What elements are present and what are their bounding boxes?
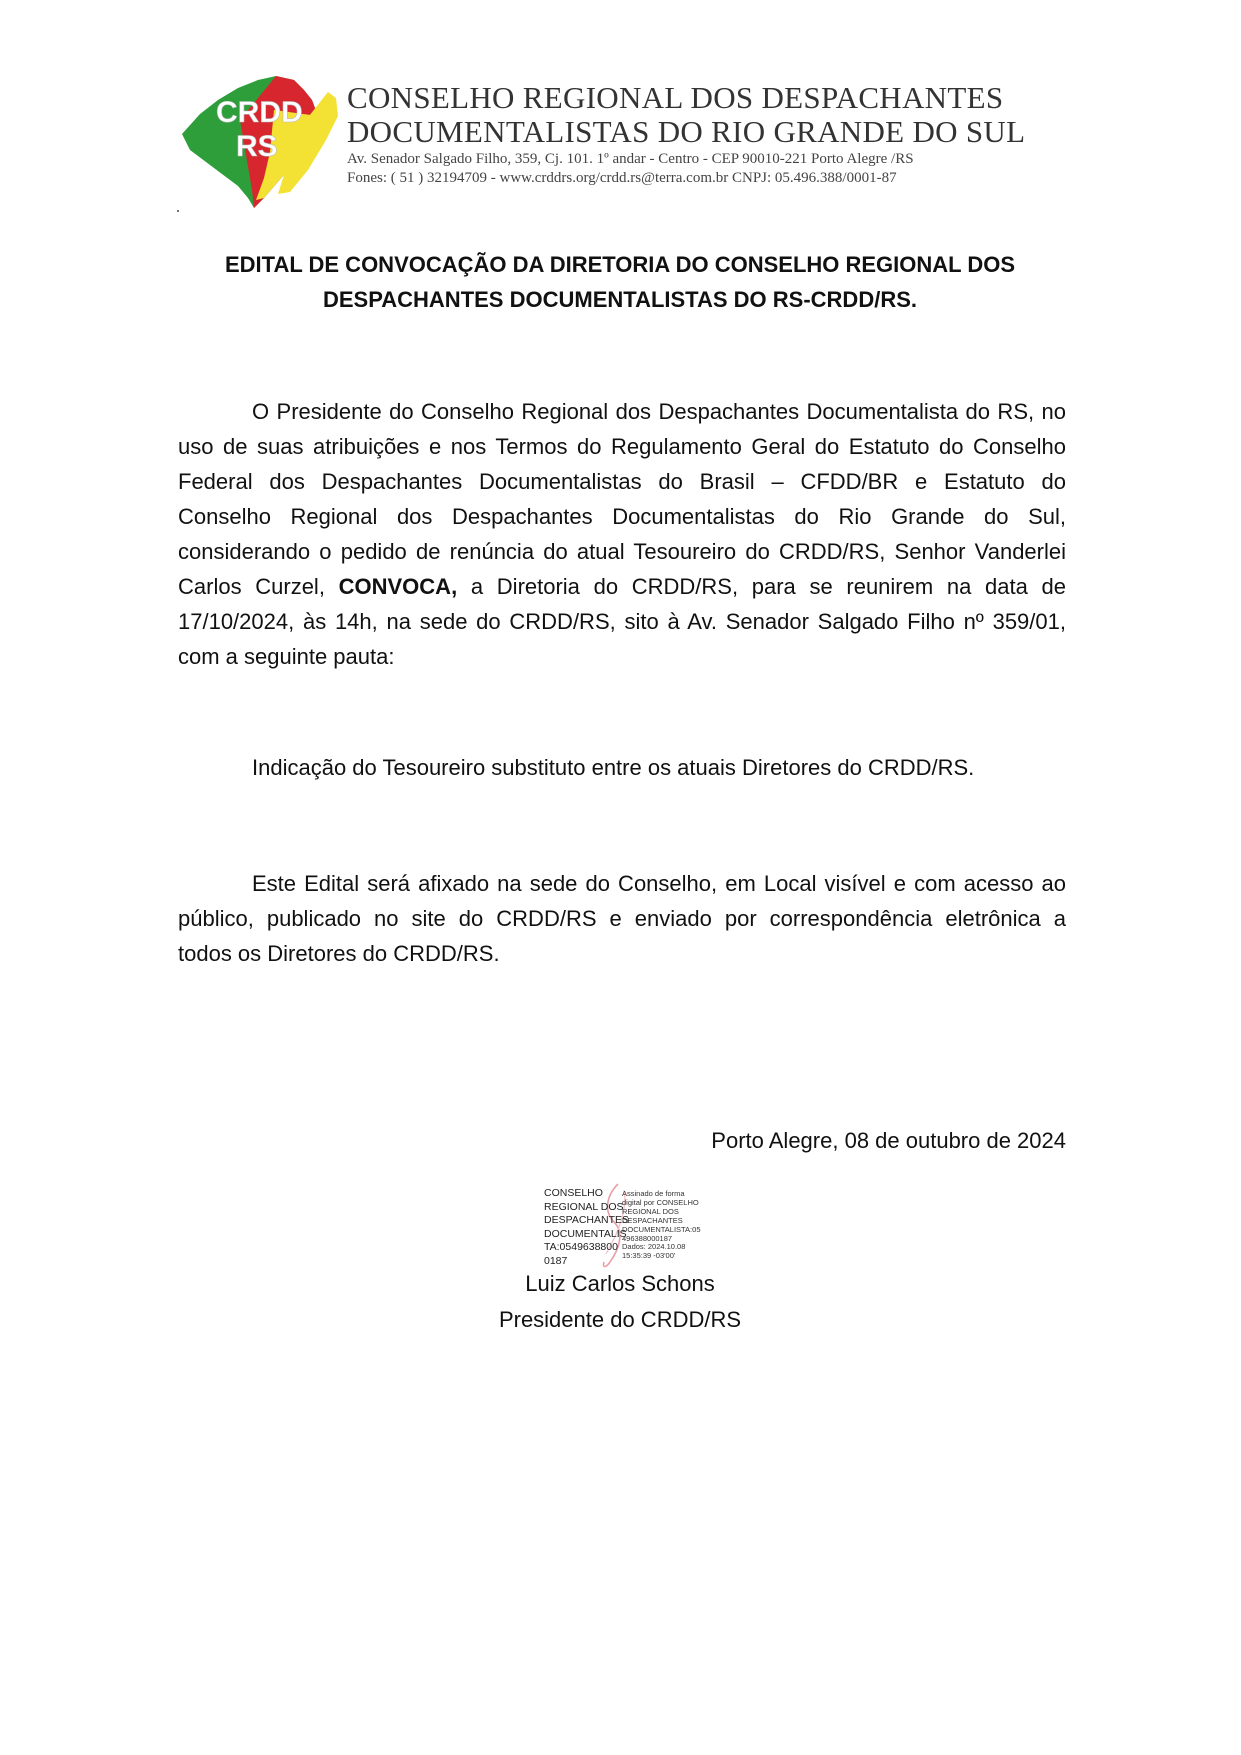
paragraph-line: uso de suas atribuições e nos Termos do Regulamento Geral do Estatuto do Conselho — [178, 434, 1066, 459]
document-title-line2: DESPACHANTES DOCUMENTALISTAS DO RS-CRDD/RS. — [322, 287, 917, 312]
document-title-line1: EDITAL DE CONVOCAÇÃO DA DIRETORIA DO CONSELHO REGIONAL DOS — [224, 252, 1015, 277]
paragraph-line: Federal dos Despachantes Documentalistas do Brasil – CFDD/BR e Estatuto do — [178, 469, 1066, 494]
signature-signer-line: DESPACHANTES — [544, 1214, 629, 1226]
signature-signer-line: CONSELHO — [544, 1187, 603, 1199]
signature-detail-line: 496388000187 — [622, 1233, 673, 1243]
stray-dot — [177, 210, 179, 212]
signer-role: Presidente do CRDD/RS — [498, 1307, 742, 1332]
letterhead-org-line1: CONSELHO REGIONAL DOS DESPACHANTES — [347, 80, 1004, 115]
signature-detail-line: DESPACHANTES — [622, 1215, 683, 1225]
letterhead-contacts: Fones: ( 51 ) 32194709 - www.crddrs.org/crdd.rs@terra.com.br CNPJ: 05.496.388/0001-87 — [347, 170, 897, 186]
paragraph-line: Este Edital será afixado na sede do Conselho, em Local visível e com acesso ao — [252, 871, 1066, 896]
logo-text-crdd: CRDD — [216, 96, 303, 129]
convoca-bold: CONVOCA, — [338, 574, 458, 599]
signature-signer-line: TA:0549638800 — [544, 1241, 618, 1253]
signature-signer-line: 0187 — [544, 1254, 568, 1267]
paragraph-line: com a seguinte pauta: — [178, 644, 395, 669]
crdd-logo — [178, 70, 346, 210]
signer-name: Luiz Carlos Schons — [525, 1271, 715, 1296]
letterhead-org-line2: DOCUMENTALISTAS DO RIO GRANDE DO SUL — [347, 114, 1026, 149]
paragraph-line: considerando o pedido de renúncia do atual Tesoureiro do CRDD/RS, Senhor Vanderlei — [178, 539, 1066, 564]
letterhead-address: Av. Senador Salgado Filho, 359, Cj. 101. 1º andar - Centro - CEP 90010-221 Porto Alegre /RS — [347, 151, 914, 167]
signature-detail-line: Assinado de forma — [622, 1189, 685, 1198]
paragraph-publication — [178, 866, 1066, 971]
paragraph-line: público, publicado no site do CRDD/RS e enviado por correspondência eletrônica a — [178, 906, 1066, 931]
signature-detail-line: Dados: 2024.10.08 — [622, 1242, 686, 1252]
agenda-item: Indicação do Tesoureiro substituto entre os atuais Diretores do CRDD/RS. — [252, 755, 975, 780]
signature-detail-line: 15:35:39 -03'00' — [622, 1251, 676, 1261]
logo-text-rs: RS — [236, 130, 278, 163]
paragraph-line: todos os Diretores do CRDD/RS. — [178, 941, 500, 966]
paragraph-line: O Presidente do Conselho Regional dos Despachantes Documentalista do RS, no — [252, 399, 1066, 424]
digital-signature-signer — [544, 1187, 629, 1268]
signature-signer-line: DOCUMENTALIS — [544, 1227, 627, 1240]
place-and-date: Porto Alegre, 08 de outubro de 2024 — [711, 1128, 1066, 1153]
signature-signer-line: REGIONAL DOS — [544, 1200, 624, 1213]
digital-signature-details — [622, 1190, 702, 1261]
text-after-convoca: a Diretoria do CRDD/RS, para se reunirem na data de — [470, 574, 1066, 599]
paragraph-line-convoca — [178, 569, 1066, 604]
text-before-convoca: Carlos Curzel, — [178, 574, 325, 599]
paragraph-line: Conselho Regional dos Despachantes Documentalistas do Rio Grande do Sul, — [178, 504, 1066, 529]
signature-detail-line: REGIONAL DOS — [622, 1206, 679, 1216]
paragraph-line: 17/10/2024, às 14h, na sede do CRDD/RS, sito à Av. Senador Salgado Filho nº 359/01, — [178, 609, 1066, 634]
signature-detail-line: digital por CONSELHO — [622, 1197, 699, 1207]
signature-detail-line: DOCUMENTALISTA:05 — [622, 1224, 701, 1234]
paragraph-convocation — [178, 394, 1066, 674]
